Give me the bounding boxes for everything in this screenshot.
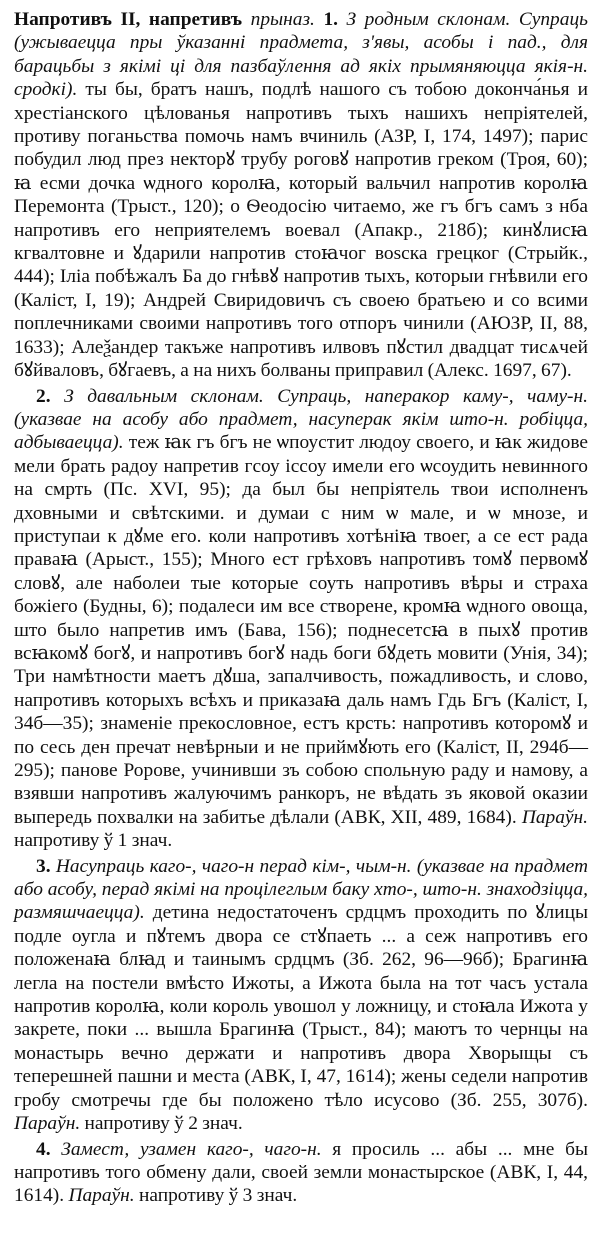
sense-2-number: 2. <box>36 385 51 407</box>
sense-1-citations: ты бы, братъ нашъ, подлѣ нашого съ тобою доконча́нья и хрестіанского цѣлованья напротивъ тыхъ нашихъ непріятелей, противу поганьства помочь намъ вчиниль (АЗР, I, 174, 1497); парис побудил люд през некторꙋ трубу роговꙋ напротив греком (Троя, 60); ꙗ есми дочка ѡдного королꙗ, который вальчил напротив королꙗ Перемонта (Трыст., 120); о Ѳеодосію читаемо, же гъ бгъ самъ з нба напротивъ его неприятелемъ воевал (Апакр., 218б); кинꙋлисꙗ кгвалтовне и ꙋдарили напротив стоꙗчог воѕска грецког (Стрыйк., 444); Іліа побѣжалъ Ба до гнѣвꙋ напротив тыхъ, которыи гнѣвили его (Каліст, I, 19); Андрей Свиридовичъ съ своею братьею и со всими поплечниками своими напротивъ того отпоръ чинили (АЮЗР, II, 88, 1633); Алеѯандер такъже напротивъ илвовъ пꙋстил двадцат тисѧчей бꙋйваловъ, бꙋгаевъ, а на нихъ болваны приправил (Алекс. 1697, 67). <box>14 79 588 382</box>
sense-4-citations: я просиль ... абы ... мне бы напротивъ того обмену дали, своей земли монастырское (АВК, I, 44, 1614). <box>14 1138 588 1207</box>
part-of-speech: прыназ. <box>250 9 315 30</box>
sense-2-compare-ref: напротиву ў 1 знач. <box>14 830 173 852</box>
sense-4-paragraph <box>14 1138 588 1208</box>
sense-4-compare-ref: напротиву ў 3 знач. <box>138 1185 298 1207</box>
sense-3-paragraph <box>14 855 588 1136</box>
sense-2-citations: теж ꙗк гъ бгъ не ѡпоустит людоу своего, и ꙗк жидове мели брать радоу напретив гсоу іссоу имели его ѡсоудить невинного на смрть (Пс. XVI, 95); да был бы непріятель твои исполненъ дховными и свѣтскими. и думаи с ним ѡ мале, и ѡ мнозе, и приступаи к дꙋме его. коли напротивъ хотѣнiꙗ твоег, а се ест рада правaꙗ (Арыст., 155); Много ест грѣховъ напротивъ томꙋ первомꙋ словꙋ, але наболеи тые которые соуть напротивъ вѣры и страха божіего (Будны, 6); подалеси им все створене, кромꙗ ѡдного овоща, што было напретив имъ (Бава, 156); поднесетсꙗ в пыхꙋ против всꙗкомꙋ богꙋ, и напротивъ богꙋ надь боги бꙋдеть мовити (Унія, 34); Три намѣтности маетъ дꙋша, запалчивость, пожадливость, и слово, напротивъ которыхъ всѣхъ и приказаꙗ даль намъ Гдь Бгъ (Каліст, I, 34б—35); знаменіе прекословное, естъ крсть: напротивъ которомꙋ и по сесь ден пречат невѣрныи и не приймꙋють его (Каліст, II, 294б—295); панове Ророве, учинивши зъ собою спольную раду и намову, а взявши напротивъ жалуючимъ ранкоръ, не вѣдать зъ яковой оказии выпередь похвалки на забитье дѣлали (АВК, XII, 489, 1684). <box>14 432 588 828</box>
sense-3-number: 3. <box>36 855 51 877</box>
sense-4-gloss: Замест, узамен каго-, чаго-н. <box>61 1138 322 1160</box>
sense-2-compare-label: Параўн. <box>521 806 588 828</box>
sense-4-number: 4. <box>36 1138 51 1160</box>
sense-3-gloss: Насупраць каго-, чаго-н перад кім-, чым-н. (указвае на прадмет або асобу, перад якімі на процілеглым баку хто-, што-н. знаходзіцца, размяшчаецца). <box>14 855 588 924</box>
sense-3-citations: детина недостаточенъ срдцмъ проходить по ꙋлицы подле оугла и пꙋтемъ двора се стꙋпаеть ... а сеж напротивъ его положенаꙗ блꙗд и таинымъ срдцмъ (Зб. 262, 96—96б); Брагинꙗ легла на постели вмѣсто Ижоты, а Ижота была на тот часъ устала напротив королꙗ, коли король увошол у ложницу, и стоꙗла Ижота у закрете, поки ... вышла Брагинꙗ (Трыст., 84); маютъ то чернцы на монастырь вечно держати и напротивъ двора Хворыщы съ теперешней пашни и места (АВК, I, 47, 1614); жены седели напротив гробу смотречы где бы положено тѣло исусово (Зб. 255, 307б). <box>14 902 589 1111</box>
sense-2-paragraph <box>14 385 588 853</box>
sense-3-compare-ref: напротиву ў 2 знач. <box>84 1113 243 1135</box>
sense-4-compare-label: Параўн. <box>68 1185 135 1207</box>
sense-2-gloss: З давальным склонам. Супраць, наперакор каму-, чаму-н. (указвае на асобу або прадмет, насуперак якім што-н. робіцца, адбываецца). <box>14 385 588 454</box>
sense-1-number: 1. <box>323 9 338 30</box>
sense-1-gloss: З родным склонам. Супраць (ужываецца пры ўказанні прадмета, з'явы, асобы і пад., для барацьбы з якімі ці для пазбаўлення ад якіх прымяняюцца якія-н. сродкі). <box>14 9 588 101</box>
sense-1-paragraph <box>14 8 588 383</box>
headword: Напротивъ II, напретивъ <box>14 9 243 30</box>
sense-3-compare-label: Параўн. <box>14 1113 81 1135</box>
